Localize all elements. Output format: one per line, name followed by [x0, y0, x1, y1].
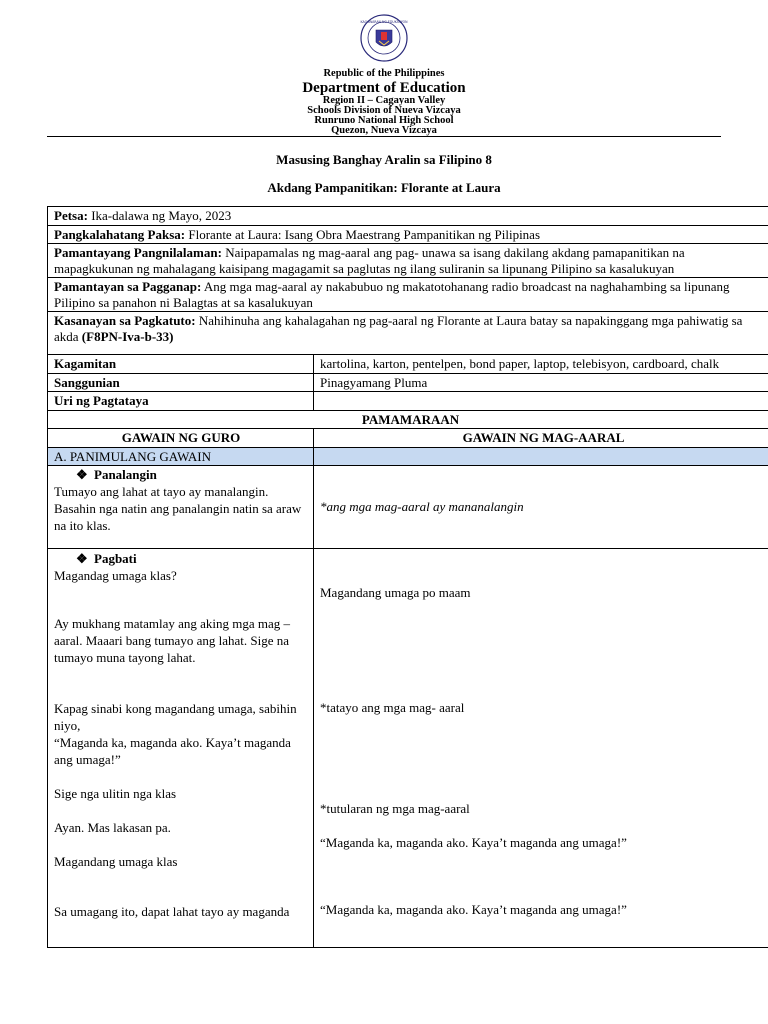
- sanggunian-label: Sanggunian: [48, 373, 314, 392]
- pagganap-value: Ang mga mag-aaral ay nakabubuo ng makatotohanang radio broadcast na naghahambing sa lipunang Pilipino sa panahon ni Balagtas at sa kasalukuyan: [54, 279, 730, 310]
- petsa-value: Ika-dalawa ng Mayo, 2023: [91, 208, 232, 223]
- kasanayan-row: [48, 312, 768, 355]
- pagbati-guro-3a: Kapag sinabi kong magandang umaga, sabihin niyo,: [54, 701, 297, 733]
- uri-value: [314, 392, 768, 411]
- pagbati-magaaral-2: *tatayo ang mga mag- aaral: [320, 700, 465, 715]
- pamamaraan-row: [48, 410, 768, 429]
- lesson-plan-table: [47, 206, 768, 948]
- pagbati-guro-1: Magandag umaga klas?: [54, 568, 177, 583]
- pamamaraan-heading: PAMAMARAAN: [48, 410, 768, 429]
- paksa-label: Pangkalahatang Paksa:: [54, 226, 186, 242]
- sanggunian-row: [48, 373, 768, 392]
- section-a-heading: A. PANIMULANG GAWAIN: [48, 447, 314, 466]
- sanggunian-value: Pinagyamang Pluma: [314, 373, 768, 392]
- uri-label: Uri ng Pagtataya: [48, 392, 314, 411]
- column-header-row: [48, 429, 768, 448]
- pagbati-guro-5: Ayan. Mas lakasan pa.: [54, 820, 171, 835]
- pagbati-heading: Pagbati: [94, 551, 137, 566]
- kasanayan-value: Nahihinuha ang kahalagahan ng pag-aaral ng Florante at Laura batay sa napakinggang mga pahiwatig sa akda: [54, 313, 743, 344]
- pangnilalaman-label: Pamantayang Pangnilalaman:: [54, 245, 222, 260]
- section-a-blank: [314, 447, 768, 466]
- division-line: Schools Division of Nueva Vizcaya: [307, 105, 461, 116]
- petsa-row: [48, 207, 768, 226]
- magaaral-column-header: GAWAIN NG MAG-AARAL: [314, 429, 768, 448]
- petsa-label: Petsa:: [54, 208, 88, 223]
- pangnilalaman-row: [48, 244, 768, 278]
- pagbati-guro-3b: “Maganda ka, maganda ako. Kaya’t maganda ang umaga!”: [54, 735, 291, 767]
- pagbati-magaaral-4: “Maganda ka, maganda ako. Kaya’t maganda ang umaga!”: [320, 835, 627, 850]
- pagbati-guro-4: Sige nga ulitin nga klas: [54, 786, 177, 801]
- kagamitan-value: kartolina, karton, pentelpen, bond paper, laptop, telebisyon, cardboard, chalk: [314, 355, 768, 374]
- panalangin-row: [48, 466, 768, 549]
- deped-seal-logo: [360, 14, 408, 62]
- guro-column-header: GAWAIN NG GURO: [48, 429, 314, 448]
- pagganap-label: Pamantayan sa Pagganap:: [54, 279, 202, 294]
- paksa-value: Florante at Laura: Isang Obra Maestrang Pampanitikan ng Pilipinas: [188, 226, 541, 242]
- panalangin-heading: Panalangin: [94, 467, 157, 482]
- pagbati-guro-7: Sa umagang ito, dapat lahat tayo ay maganda: [54, 904, 290, 919]
- uri-row: [48, 392, 768, 411]
- diamond-bullet-icon: ❖: [76, 551, 88, 566]
- pangnilalaman-value: Naipapamalas ng mag-aaral ang pag- unawa sa isang dakilang akdang pamapanitikan na mapagkukunan ng mahalagang kaisipang magagamit sa paglutas ng ilang suliranin sa lipunang Pilipino sa kasalukuyan: [54, 245, 685, 276]
- pagbati-guro-2: Ay mukhang matamlay ang aking mga mag –aaral. Maaari bang tumayo ang lahat. Sige na tumayo muna tayong lahat.: [54, 616, 290, 665]
- pagbati-guro-6: Magandang umaga klas: [54, 854, 178, 869]
- kasanayan-label: Kasanayan sa Pagkatuto:: [54, 313, 196, 328]
- region-line: Region II – Cagayan Valley: [322, 95, 446, 106]
- panalangin-magaaral: *ang mga mag-aaral ay mananalangin: [320, 499, 524, 515]
- letterhead: [0, 68, 768, 136]
- lesson-plan-title: Masusing Banghay Aralin sa Filipino 8: [276, 152, 492, 167]
- pagbati-magaaral-3: *tutularan ng mga mag-aaral: [320, 801, 470, 816]
- pagbati-magaaral-5: “Maganda ka, maganda ako. Kaya’t maganda ang umaga!”: [320, 902, 627, 917]
- pagbati-magaaral-1: Magandang umaga po maam: [320, 585, 471, 600]
- school-line: Runruno National High School: [314, 115, 454, 126]
- address-line: Quezon, Nueva Vizcaya: [331, 125, 437, 136]
- department-line: Department of Education: [302, 80, 466, 96]
- pagbati-row: [48, 549, 768, 948]
- kasanayan-code: (F8PN-Iva-b-33): [81, 328, 174, 344]
- seal-text: KAGAWARAN NG EDUKASYON: [360, 20, 408, 24]
- header-divider: [47, 136, 721, 137]
- paksa-row: [48, 225, 768, 244]
- panalangin-guro: Tumayo ang lahat at tayo ay manalangin. Basahin nga natin ang panalangin natin sa araw na ito klas.: [54, 483, 302, 533]
- kagamitan-row: [48, 355, 768, 374]
- diamond-bullet-icon: ❖: [76, 467, 88, 482]
- republic-line: Republic of the Philippines: [323, 68, 445, 79]
- kagamitan-label: Kagamitan: [48, 355, 314, 374]
- lesson-plan-subtitle: Akdang Pampanitikan: Florante at Laura: [267, 180, 501, 195]
- pagganap-row: [48, 278, 768, 312]
- section-a-row: [48, 447, 768, 466]
